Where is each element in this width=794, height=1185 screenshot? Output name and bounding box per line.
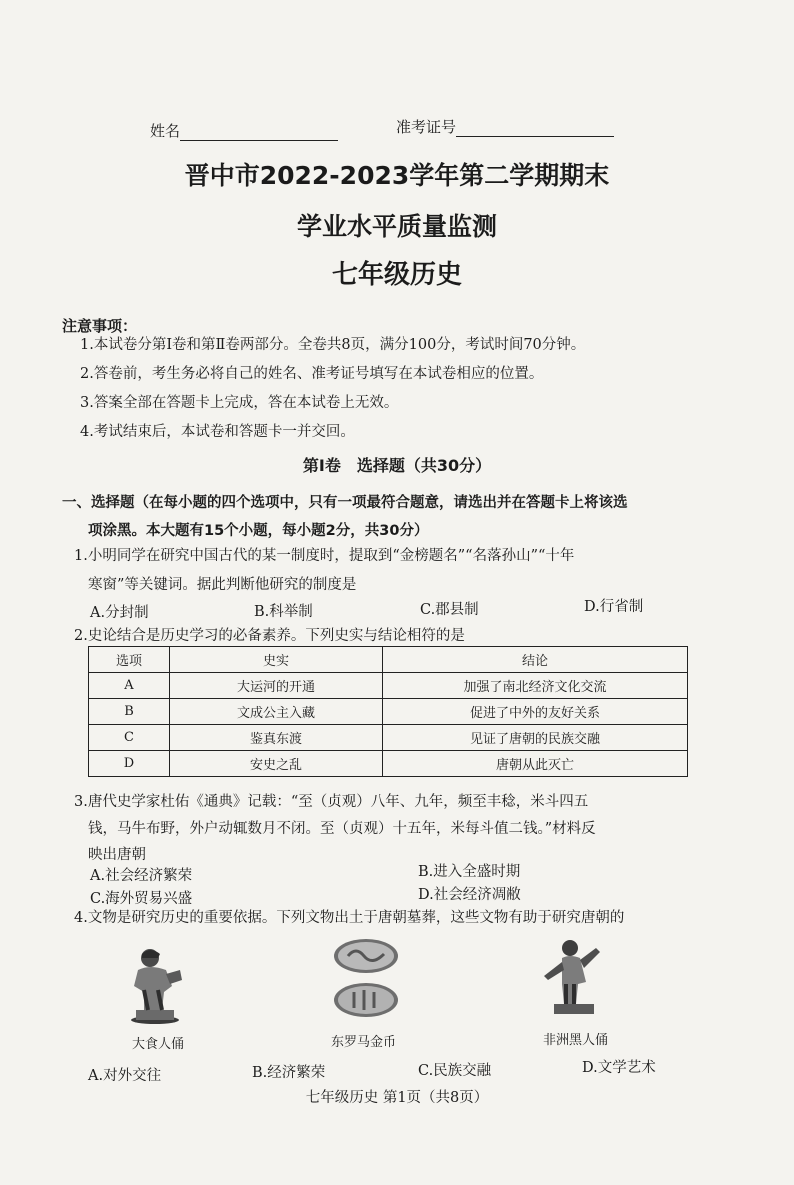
notice-heading: 注意事项： — [62, 317, 138, 335]
part1-line2: 项涂黑。本大题有15个小题，每小题2分，共30分） — [88, 523, 429, 539]
q3-stem-line2: 钱，马牛布野，外户动辄数月不闭。至（贞观）十五年，米每斗值二钱。”材料反 — [88, 821, 596, 837]
page-footer: 七年级历史 第1页（共8页） — [305, 1090, 489, 1106]
q3-stem-line1: 3.唐代史学家杜佑《通典》记载：“至（贞观）八年、九年，频至丰稔，米斗四五 — [74, 794, 589, 810]
table-cell: 文成公主入藏 — [170, 699, 383, 725]
id-field — [396, 116, 614, 137]
name-label: 姓名 — [150, 122, 181, 140]
q1-option-c: C.郡县制 — [420, 602, 479, 618]
q4-option-c: C.民族交融 — [418, 1063, 492, 1079]
q3-option-b: B.进入全盛时期 — [418, 864, 521, 880]
table-cell: 促进了中外的友好关系 — [383, 699, 688, 725]
section-heading: 第Ⅰ卷 选择题（共30分） — [302, 456, 492, 475]
table-row — [89, 751, 688, 777]
q3-option-c: C.海外贸易兴盛 — [90, 891, 193, 907]
q3-option-a: A.社会经济繁荣 — [90, 868, 193, 884]
table-header: 选项 — [89, 647, 170, 673]
q1-stem-line1: 1.小明同学在研究中国古代的某一制度时，提取到“金榜题名”“名落孙山”“十年 — [74, 548, 575, 564]
table-header: 史实 — [170, 647, 383, 673]
caption-1: 大食人俑 — [132, 1037, 185, 1052]
q3-stem-line3: 映出唐朝 — [88, 847, 146, 863]
exam-subtitle: 学业水平质量监测 — [296, 212, 497, 241]
notice-item-4: 4.考试结束后，本试卷和答题卡一并交回。 — [80, 424, 355, 440]
table-row — [89, 673, 688, 699]
q3-option-d: D.社会经济凋敝 — [418, 887, 521, 903]
table-header: 结论 — [383, 647, 688, 673]
q4-option-a: A.对外交往 — [88, 1068, 162, 1084]
table-cell: 唐朝从此灭亡 — [383, 751, 688, 777]
q1-stem-line2: 寒窗”等关键词。据此判断他研究的制度是 — [88, 577, 357, 593]
notice-item-3: 3.答案全部在答题卡上完成，答在本试卷上无效。 — [80, 395, 399, 411]
gold-coin-image — [330, 936, 402, 1020]
exam-title: 晋中市2022-2023学年第二学期期末 — [184, 161, 610, 190]
table-row — [89, 725, 688, 751]
q4-option-d: D.文学艺术 — [582, 1060, 656, 1076]
caption-2: 东罗马金币 — [331, 1035, 397, 1050]
figurine-image-1 — [122, 946, 188, 1024]
name-blank — [180, 124, 338, 141]
table-row — [89, 699, 688, 725]
q1-option-a: A.分封制 — [90, 605, 149, 621]
name-field — [150, 120, 338, 141]
table-cell: 鉴真东渡 — [170, 725, 383, 751]
notice-item-2: 2.答卷前，考生务必将自己的姓名、准考证号填写在本试卷相应的位置。 — [80, 366, 544, 382]
notice-item-1: 1.本试卷分第Ⅰ卷和第Ⅱ卷两部分。全卷共8页，满分100分，考试时间70分钟。 — [80, 337, 586, 353]
id-label: 准考证号 — [396, 118, 457, 136]
caption-3: 非洲黑人俑 — [543, 1033, 609, 1048]
table-cell: 加强了南北经济文化交流 — [383, 673, 688, 699]
table-header-row — [89, 647, 688, 673]
q2-table — [88, 646, 688, 777]
table-cell: C — [89, 725, 170, 751]
exam-subject: 七年级历史 — [331, 260, 462, 290]
q4-option-b: B.经济繁荣 — [252, 1065, 326, 1081]
part1-line1: 一、选择题（在每小题的四个选项中，只有一项最符合题意，请选出并在答题卡上将该选 — [62, 495, 628, 511]
q2-stem: 2.史论结合是历史学习的必备素养。下列史实与结论相符的是 — [74, 628, 465, 644]
table-cell: 大运河的开通 — [170, 673, 383, 699]
table-cell: B — [89, 699, 170, 725]
q4-stem: 4.文物是研究历史的重要依据。下列文物出土于唐朝墓葬，这些文物有助于研究唐朝的 — [74, 910, 625, 926]
q1-option-d: D.行省制 — [584, 599, 644, 615]
id-blank — [456, 120, 614, 137]
table-cell: D — [89, 751, 170, 777]
q1-option-b: B.科举制 — [254, 604, 313, 620]
table-cell: 见证了唐朝的民族交融 — [383, 725, 688, 751]
figurine-image-2 — [540, 938, 606, 1016]
table-cell: A — [89, 673, 170, 699]
table-cell: 安史之乱 — [170, 751, 383, 777]
